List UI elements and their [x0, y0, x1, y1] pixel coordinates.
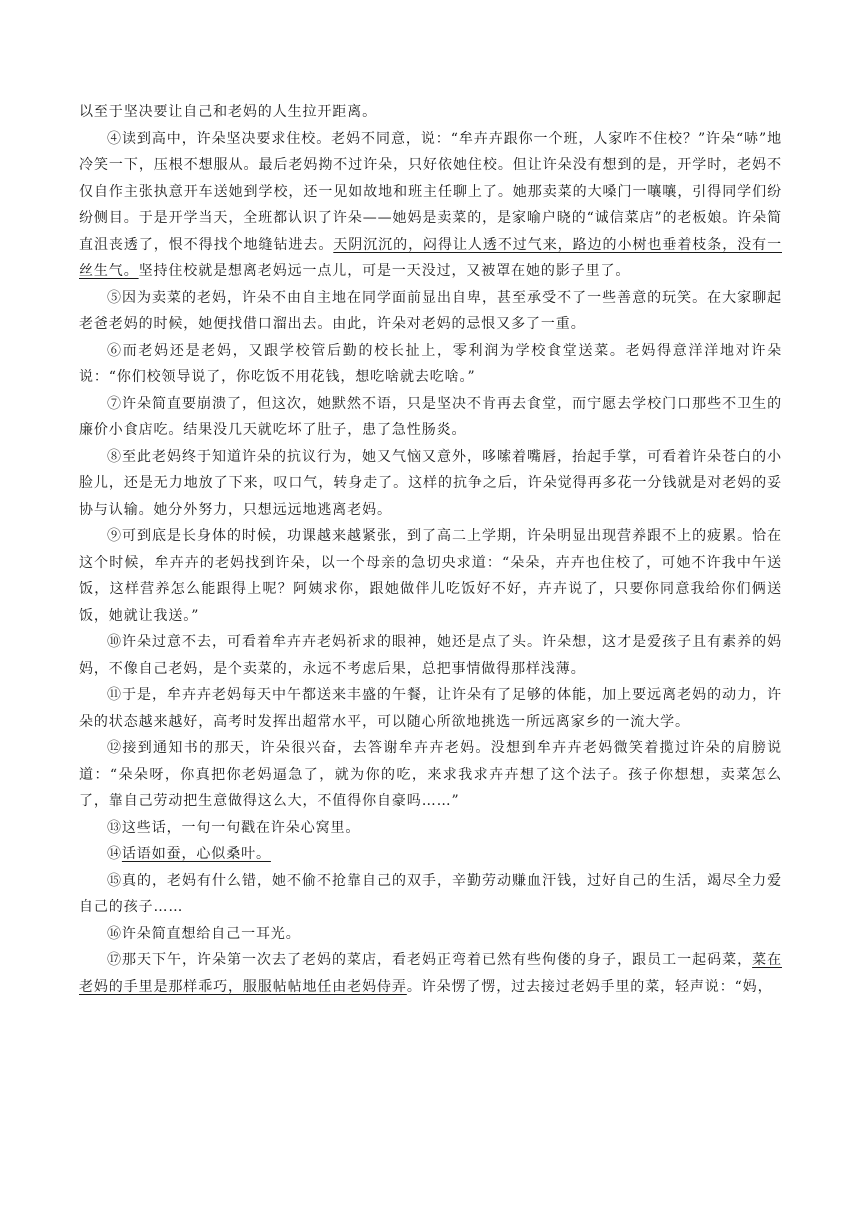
paragraph-12: [79, 735, 782, 815]
paragraph-text: 坚持住校就是想离老妈远一点儿，可是一天没过，又被罩在她的影子里了。: [138, 263, 631, 279]
paragraph-11: [79, 682, 782, 735]
underlined-sentence: 话语如蚕，心似桑叶。: [121, 846, 271, 862]
paragraph-6: [79, 338, 782, 391]
paragraph-text: ⑨可到底是长身体的时候，功课越来越紧张，到了高二上学期，许朵明显出现营养跟不上的疲累。恰在这个时候，牟卉卉的老妈找到许朵，以一个母亲的急切央求道：“朵朵，卉卉也住校了，可她不许我中午送饭，这样营养怎么能跟得上呢？阿姨求你，跟她做伴儿吃饭好不好，卉卉说了，只要你同意我给你们俩送饭，她就让我送。”: [79, 528, 782, 624]
paragraph-15: [79, 868, 782, 921]
paragraph-text: 。许朵愣了愣，过去接过老妈手里的菜，轻声说：“妈，: [406, 978, 773, 995]
paragraph-5: [79, 285, 782, 338]
paragraph-14: [79, 841, 782, 868]
paragraph-text: ④读到高中，许朵坚决要求住校。老妈不同意，说：“牟卉卉跟你一个班，人家咋不住校？”许朵“哧”地冷笑一下，压根不想服从。最后老妈拗不过许朵，只好依她住校。但让许朵没有想到的是，开学时，老妈不仅自作主张执意开车送她到学校，还一见如故地和班主任聊上了。她那卖菜的大嗓门一嚷嚷，引得同学们纷纷侧目。于是开学当天，全班都认识了许朵——她妈是卖菜的，是家喻户晓的“诚信菜店”的老板娘。许朵简直沮丧透了，恨不得找个地缝钻进去。: [79, 130, 782, 253]
paragraph-text: ⑤因为卖菜的老妈，许朵不由自主地在同学面前显出自卑，甚至承受不了一些善意的玩笑。在大家聊起老爸老妈的时候，她便找借口溜出去。由此，许朵对老妈的忌恨又多了一重。: [79, 289, 782, 332]
paragraph-text: ⑩许朵过意不去，可看着牟卉卉老妈祈求的眼神，她还是点了头。许朵想，这才是爱孩子且有素养的妈妈，不像自己老妈，是个卖菜的，永远不考虑后果，总把事情做得那样浅薄。: [79, 634, 782, 677]
paragraph-text: ⑯许朵简直想给自己一耳光。: [107, 925, 301, 942]
paragraph-7: [79, 391, 782, 444]
paragraph-13: [79, 815, 782, 842]
paragraph-0: [79, 99, 782, 126]
paragraph-10: [79, 629, 782, 682]
paragraph-text: ⑦许朵简直要崩溃了，但这次，她默然不语，只是坚决不肯再去食堂，而宁愿去学校门口那些不卫生的廉价小食店吃。结果没几天就吃坏了肚子，患了急性肠炎。: [79, 395, 782, 438]
paragraph-text: ⑬这些话，一句一句戳在许朵心窝里。: [107, 819, 361, 836]
paragraph-8: [79, 444, 782, 524]
paragraph-text: ⑧至此老妈终于知道许朵的抗议行为，她又气恼又意外，哆嗦着嘴唇，抬起手掌，可看着许朵苍白的小脸儿，还是无力地放了下来，叹口气，转身走了。这样的抗争之后，许朵觉得再多花一分钱就是对老妈的妥协与认输。她分外努力，只想远远地逃离老妈。: [79, 448, 782, 518]
paragraph-text: ⑭: [107, 846, 122, 862]
article-page: [79, 99, 782, 1000]
paragraph-text: 以至于坚决要让自己和老妈的人生拉开距离。: [79, 104, 377, 120]
paragraph-9: [79, 523, 782, 629]
paragraph-text: ⑥而老妈还是老妈，又跟学校管后勤的校长扯上，零利润为学校食堂送菜。老妈得意洋洋地对许朵说：“你们校领导说了，你吃饭不用花钱，想吃啥就去吃啥。”: [79, 342, 782, 385]
paragraph-4: [79, 126, 782, 285]
paragraph-text: ⑪于是，牟卉卉老妈每天中午都送来丰盛的午餐，让许朵有了足够的体能，加上要远离老妈的动力，许朵的状态越来越好，高考时发挥出超常水平，可以随心所欲地挑选一所远离家乡的一流大学。: [79, 687, 782, 730]
underlined-sentence: 天阴沉沉的，闷得让人透不过气来，路边的小树也垂着枝条，没有一丝生气。: [79, 236, 782, 279]
paragraph-16: [79, 921, 782, 948]
paragraph-17: [79, 947, 782, 1000]
paragraph-text: ⑫接到通知书的那天，许朵很兴奋，去答谢牟卉卉老妈。没想到牟卉卉老妈微笑着揽过许朵的肩膀说道：“朵朵呀，你真把你老妈逼急了，就为你的吃，来求我求卉卉想了这个法子。孩子你想想，卖菜怎么了，靠自己劳动把生意做得这么大，不值得你自豪吗……”: [79, 740, 782, 809]
underlined-sentence: 菜在老妈的手里是那样乖巧，服服帖帖地任由老妈侍弄: [79, 952, 782, 995]
paragraph-text: ⑰那天下午，许朵第一次去了老妈的菜店，看老妈正弯着已然有些佝偻的身子，跟员工一起码菜，: [107, 952, 753, 968]
paragraph-text: ⑮真的，老妈有什么错，她不偷不抢靠自己的双手，辛勤劳动赚血汗钱，过好自己的生活，竭尽全力爱自己的孩子……: [79, 872, 782, 915]
